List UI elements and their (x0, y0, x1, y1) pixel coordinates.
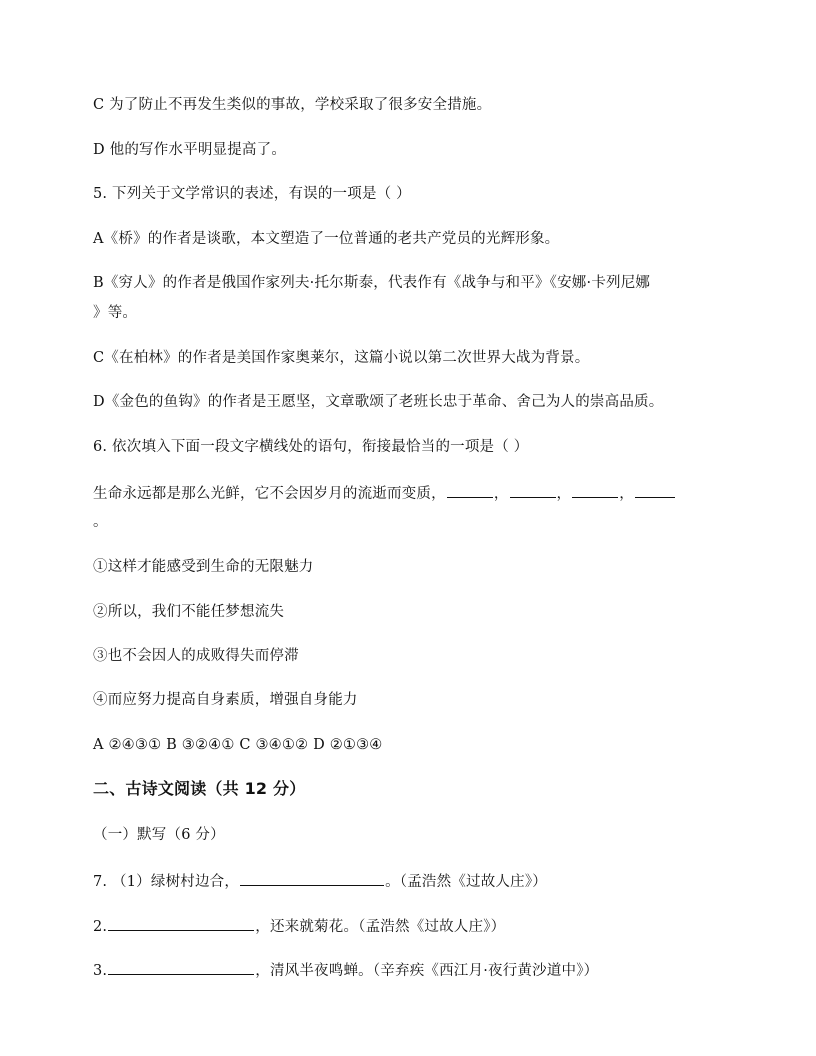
option-c-line: C 为了防止不再发生类似的事故，学校采取了很多安全措施。 (93, 97, 492, 113)
q5-option-a: A《桥》的作者是谈歌，本文塑造了一位普通的老共产党员的光辉形象。 (93, 231, 560, 247)
q7-2-prefix: 2. (93, 919, 108, 935)
section-2-heading: 二、古诗文阅读（共 12 分） (93, 779, 306, 798)
subsection-1-title: （一）默写（6 分） (93, 827, 225, 843)
q7-3-blank[interactable] (108, 959, 254, 975)
q6-passage-end: 。 (93, 514, 108, 530)
q7-1-suffix: 。（孟浩然《过故人庄》） (385, 874, 547, 890)
q7-1-prefix: 7. （1）绿树村边合， (93, 874, 240, 890)
question-7-1 (93, 870, 547, 892)
q7-1-blank[interactable] (240, 870, 384, 886)
q7-2-suffix: ，还来就菊花。（孟浩然《过故人庄》） (255, 919, 506, 935)
question-5: 5. 下列关于文学常识的表述，有误的一项是（ ） (93, 186, 411, 202)
q6-separator: ， (619, 486, 634, 502)
q6-separator: ， (556, 486, 572, 502)
q5-option-b: B《穷人》的作者是俄国作家列夫·托尔斯泰，代表作有《战争与和平》《安娜·卡列尼娜 (93, 275, 651, 291)
q6-passage-text: 生命永远都是那么光鲜，它不会因岁月的流逝而变质， (93, 486, 446, 502)
q5-option-c: C《在柏林》的作者是美国作家奥莱尔，这篇小说以第二次世界大战为背景。 (93, 350, 590, 366)
q6-answer-choices: A ②④③① B ③②④① C ③④①② D ②①③④ (93, 737, 383, 753)
question-7-3 (93, 959, 598, 981)
fill-blank-1[interactable] (447, 482, 493, 498)
option-d-line: D 他的写作水平明显提高了。 (93, 142, 287, 158)
fill-blank-3[interactable] (572, 482, 618, 498)
q6-separator: ， (493, 486, 509, 502)
q5-option-d: D《金色的鱼钩》的作者是王愿坚，文章歌颂了老班长忠于革命、舍己为人的崇高品质。 (93, 394, 664, 410)
question-7-2 (93, 915, 505, 937)
q7-2-blank[interactable] (108, 915, 254, 931)
q5-option-b-cont: 》等。 (93, 305, 138, 321)
question-6: 6. 依次填入下面一段文字横线处的语句，衔接最恰当的一项是（ ） (93, 439, 529, 455)
q6-option-3: ③也不会因人的成败得失而停滞 (93, 648, 299, 664)
q6-option-2: ②所以，我们不能任梦想流失 (93, 604, 285, 620)
fill-blank-2[interactable] (510, 482, 556, 498)
fill-blank-4[interactable] (635, 482, 675, 498)
q7-3-suffix: ，清风半夜鸣蝉。（辛弃疾《西江月·夜行黄沙道中》） (255, 963, 599, 979)
q7-3-prefix: 3. (93, 963, 108, 979)
q6-option-1: ①这样才能感受到生命的无限魅力 (93, 559, 314, 575)
q6-passage (93, 482, 676, 504)
q6-option-4: ④而应努力提高自身素质，增强自身能力 (93, 692, 358, 708)
